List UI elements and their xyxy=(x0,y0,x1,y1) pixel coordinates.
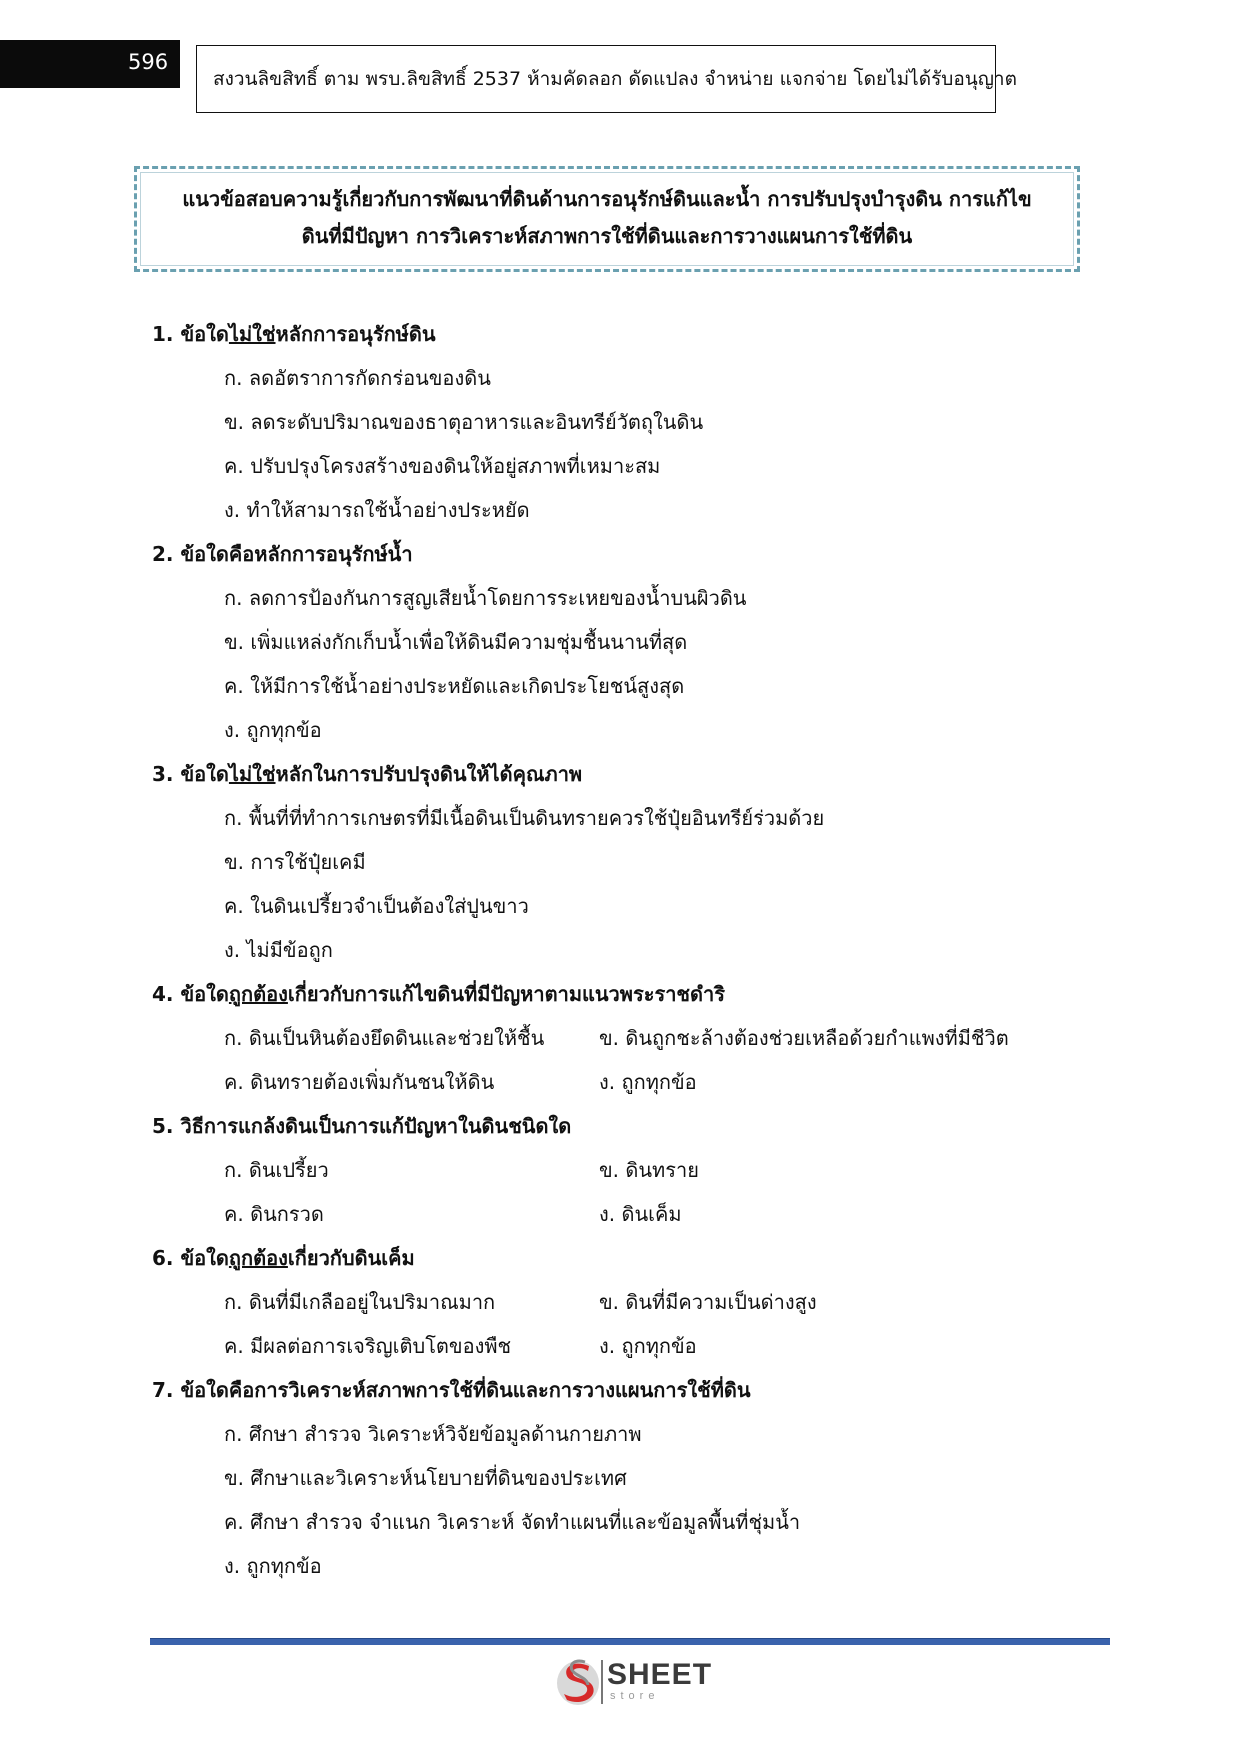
option: ค. ปรับปรุงโครงสร้างของดินให้อยู่สภาพที่เหมาะสม xyxy=(224,454,661,478)
option-row xyxy=(152,1060,1112,1104)
option: ข. ดินที่มีความเป็นด่างสูง xyxy=(599,1290,817,1314)
option-row xyxy=(152,1016,1112,1060)
option: ค. มีผลต่อการเจริญเติบโตของพืช xyxy=(224,1334,512,1358)
option: ข. เพิ่มแหล่งกักเก็บน้ำเพื่อให้ดินมีความชุ่มชื้นนานที่สุด xyxy=(224,630,688,654)
option: ค. ดินทรายต้องเพิ่มกันชนให้ดิน xyxy=(224,1070,495,1094)
logo-wordmark: SHEET xyxy=(607,1658,713,1691)
option-row xyxy=(152,1148,1112,1192)
option: ก. ดินที่มีเกลืออยู่ในปริมาณมาก xyxy=(224,1290,496,1314)
question-2: 2. ข้อใดคือหลักการอนุรักษ์น้ำ xyxy=(152,542,413,566)
option-row xyxy=(152,1192,1112,1236)
option: ง. ถูกทุกข้อ xyxy=(599,1334,697,1358)
question-emphasis: ไม่ใช่ xyxy=(228,762,276,786)
option: ง. ทำให้สามารถใช้น้ำอย่างประหยัด xyxy=(224,498,530,522)
option: ค. ศึกษา สำรวจ จำแนก วิเคราะห์ จัดทำแผนที่และข้อมูลพื้นที่ชุ่มน้ำ xyxy=(224,1510,801,1534)
option: ข. ศึกษาและวิเคราะห์นโยบายที่ดินของประเทศ xyxy=(224,1466,627,1490)
sheet-store-logo xyxy=(555,1656,725,1716)
option: ง. ถูกทุกข้อ xyxy=(224,718,322,742)
option: ก. ลดการป้องกันการสูญเสียน้ำโดยการระเหยของน้ำบนผิวดิน xyxy=(224,586,747,610)
option-row xyxy=(152,1280,1112,1324)
option: ก. ศึกษา สำรวจ วิเคราะห์วิจัยข้อมูลด้านกายภาพ xyxy=(224,1422,642,1446)
option: ง. ดินเค็ม xyxy=(599,1202,682,1226)
question-list xyxy=(152,312,1112,1588)
question-3: 3. ข้อใดไม่ใช่หลักในการปรับปรุงดินให้ได้คุณภาพ xyxy=(152,762,583,786)
option: ข. ดินถูกชะล้างต้องช่วยเหลือด้วยกำแพงที่มีชีวิต xyxy=(599,1026,1009,1050)
question-emphasis: ไม่ใช่ xyxy=(228,322,276,346)
option: ก. พื้นที่ที่ทำการเกษตรที่มีเนื้อดินเป็นดินทรายควรใช้ปุ๋ยอินทรีย์ร่วมด้วย xyxy=(224,806,825,830)
question-7: 7. ข้อใดคือการวิเคราะห์สภาพการใช้ที่ดินและการวางแผนการใช้ที่ดิน xyxy=(152,1378,751,1402)
footer-rule xyxy=(150,1638,1110,1645)
topic-title-line-2: ดินที่มีปัญหา การวิเคราะห์สภาพการใช้ที่ดินและการวางแผนการใช้ที่ดิน xyxy=(301,224,913,248)
option: ง. ถูกทุกข้อ xyxy=(224,1554,322,1578)
topic-title-line-1: แนวข้อสอบความรู้เกี่ยวกับการพัฒนาที่ดินด้านการอนุรักษ์ดินและน้ำ การปรับปรุงบำรุงดิน การแก้ไข xyxy=(182,187,1032,211)
sheet-store-s-icon xyxy=(555,1656,601,1708)
question-4: 4. ข้อใดถูกต้องเกี่ยวกับการแก้ไขดินที่มีปัญหาตามแนวพระราชดำริ xyxy=(152,982,725,1006)
option-row xyxy=(152,1324,1112,1368)
option: ง. ไม่มีข้อถูก xyxy=(224,938,333,962)
option: ค. ดินกรวด xyxy=(224,1202,324,1226)
option: ก. ลดอัตราการกัดกร่อนของดิน xyxy=(224,366,491,390)
question-6: 6. ข้อใดถูกต้องเกี่ยวกับดินเค็ม xyxy=(152,1246,415,1270)
page-number: 596 xyxy=(0,40,180,88)
option: ค. ให้มีการใช้น้ำอย่างประหยัดและเกิดประโยชน์สูงสุด xyxy=(224,674,685,698)
logo-subtext: store xyxy=(610,1690,660,1702)
logo-divider xyxy=(601,1660,603,1704)
question-5: 5. วิธีการแกล้งดินเป็นการแก้ปัญหาในดินชนิดใด xyxy=(152,1114,572,1138)
option: ง. ถูกทุกข้อ xyxy=(599,1070,697,1094)
option: ข. การใช้ปุ๋ยเคมี xyxy=(224,850,366,874)
question-emphasis: ถูกต้อง xyxy=(228,982,288,1006)
question-emphasis: ถูกต้อง xyxy=(228,1246,288,1270)
copyright-notice: สงวนลิขสิทธิ์ ตาม พรบ.ลิขสิทธิ์ 2537 ห้ามคัดลอก ดัดแปลง จำหน่าย แจกจ่าย โดยไม่ได้รับอนุญาต xyxy=(196,45,996,113)
option: ข. ดินทราย xyxy=(599,1158,699,1182)
option: ค. ในดินเปรี้ยวจำเป็นต้องใส่ปูนขาว xyxy=(224,894,529,918)
option: ก. ดินเปรี้ยว xyxy=(224,1158,329,1182)
topic-title-box xyxy=(134,166,1080,272)
option: ข. ลดระดับปริมาณของธาตุอาหารและอินทรีย์วัตถุในดิน xyxy=(224,410,704,434)
option: ก. ดินเป็นหินต้องยึดดินและช่วยให้ชื้น xyxy=(224,1026,545,1050)
question-1: 1. ข้อใดไม่ใช่หลักการอนุรักษ์ดิน xyxy=(152,322,436,346)
